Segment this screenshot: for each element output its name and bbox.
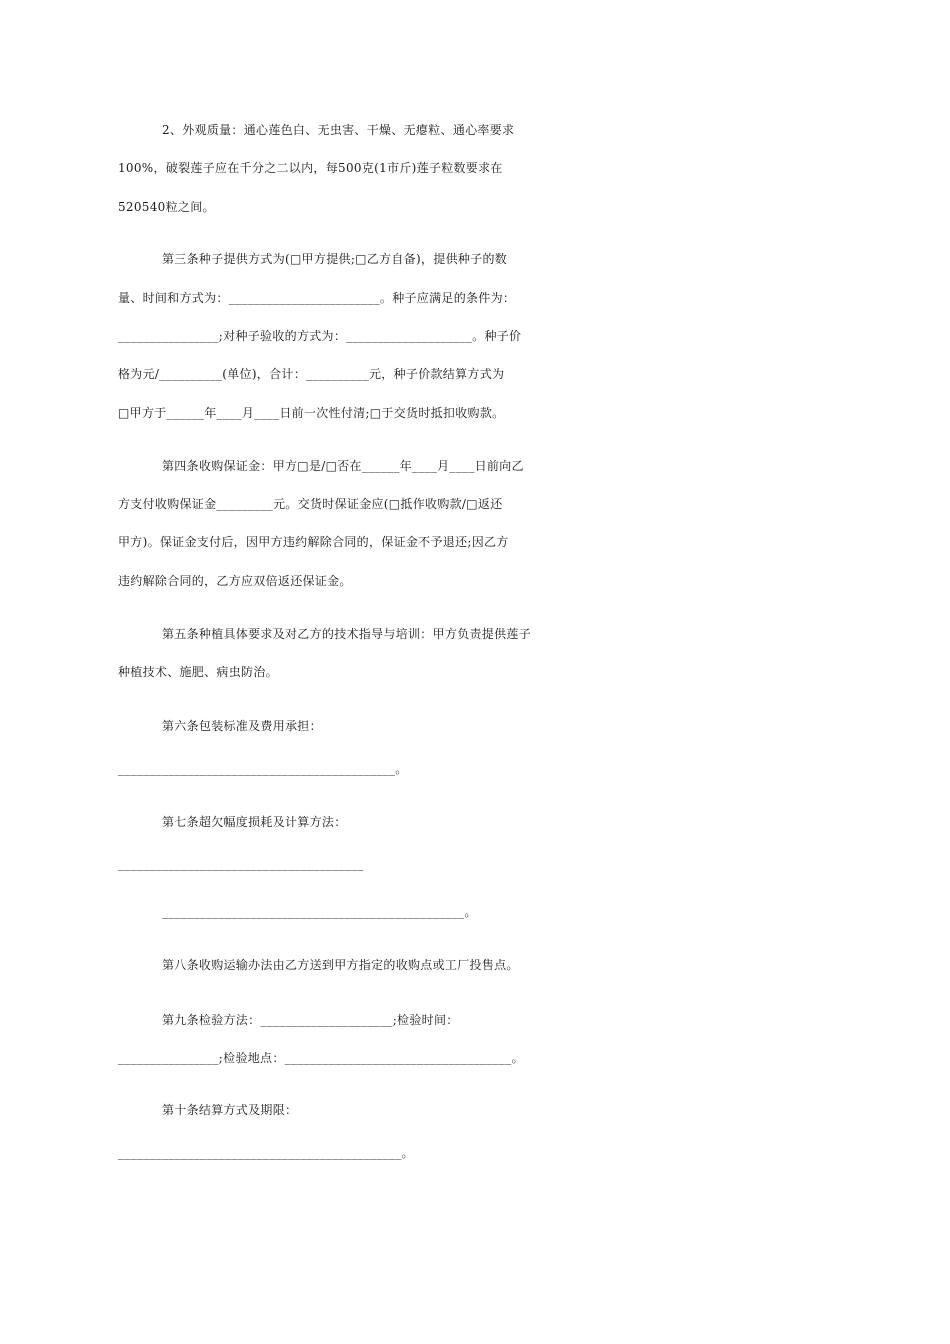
article-6-heading: 第六条包装标准及费用承担： bbox=[162, 719, 322, 733]
article-4-line-3: 甲方)。保证金支付后，因甲方违约解除合同的，保证金不予退还;因乙方 bbox=[118, 535, 509, 549]
article-7-heading: 第七条超欠幅度损耗及计算方法： bbox=[162, 815, 347, 829]
article-6-blank: ____________________________________________。 bbox=[118, 762, 408, 776]
article-3-line-4: 格为元/__________(单位)，合计：__________元，种子价款结算方式为 bbox=[118, 367, 505, 381]
article-4-line-1: 第四条收购保证金：甲方□是/□否在______年____月____日前向乙 bbox=[162, 459, 524, 473]
article-8-line: 第八条收购运输办法由乙方送到甲方指定的收购点或工厂投售点。 bbox=[162, 958, 519, 972]
article-7-blank-1: _______________________________________ bbox=[118, 857, 364, 871]
article-3-line-1: 第三条种子提供方式为(□甲方提供;□乙方自备)，提供种子的数 bbox=[162, 252, 508, 266]
article-3-line-5: □甲方于______年____月____日前一次性付清;□于交货时抵扣收购款。 bbox=[118, 406, 505, 420]
article-10-heading: 第十条结算方式及期限： bbox=[162, 1103, 298, 1117]
article-10-blank: _____________________________________________。 bbox=[118, 1146, 414, 1160]
article-3-line-2: 量、时间和方式为：________________________。种子应满足的条件为： bbox=[118, 291, 516, 305]
quality-line-3: 520540粒之间。 bbox=[118, 200, 215, 214]
quality-line-2: 100%，破裂莲子应在千分之二以内，每500克(1市斤)莲子粒数要求在 bbox=[118, 161, 503, 175]
article-4-line-2: 方支付收购保证金_________元。交货时保证金应(□抵作收购款/□返还 bbox=[118, 497, 503, 511]
article-3-line-3: ________________;对种子验收的方式为：____________________。种子价 bbox=[118, 329, 522, 343]
article-9-line-1: 第九条检验方法：_____________________;检验时间： bbox=[162, 1013, 459, 1027]
article-7-blank-2: ________________________________________________。 bbox=[162, 905, 477, 919]
article-5-line-1: 第五条种植具体要求及对乙方的技术指导与培训：甲方负责提供莲子 bbox=[162, 627, 532, 641]
article-4-line-4: 违约解除合同的，乙方应双倍返还保证金。 bbox=[118, 574, 352, 588]
article-9-line-2: ________________;检验地点：____________________________________。 bbox=[118, 1051, 524, 1065]
article-5-line-2: 种植技术、施肥、病虫防治。 bbox=[118, 665, 278, 679]
quality-line-1: 2、外观质量：通心莲色白、无虫害、干燥、无瘪粒、通心率要求 bbox=[162, 123, 515, 137]
